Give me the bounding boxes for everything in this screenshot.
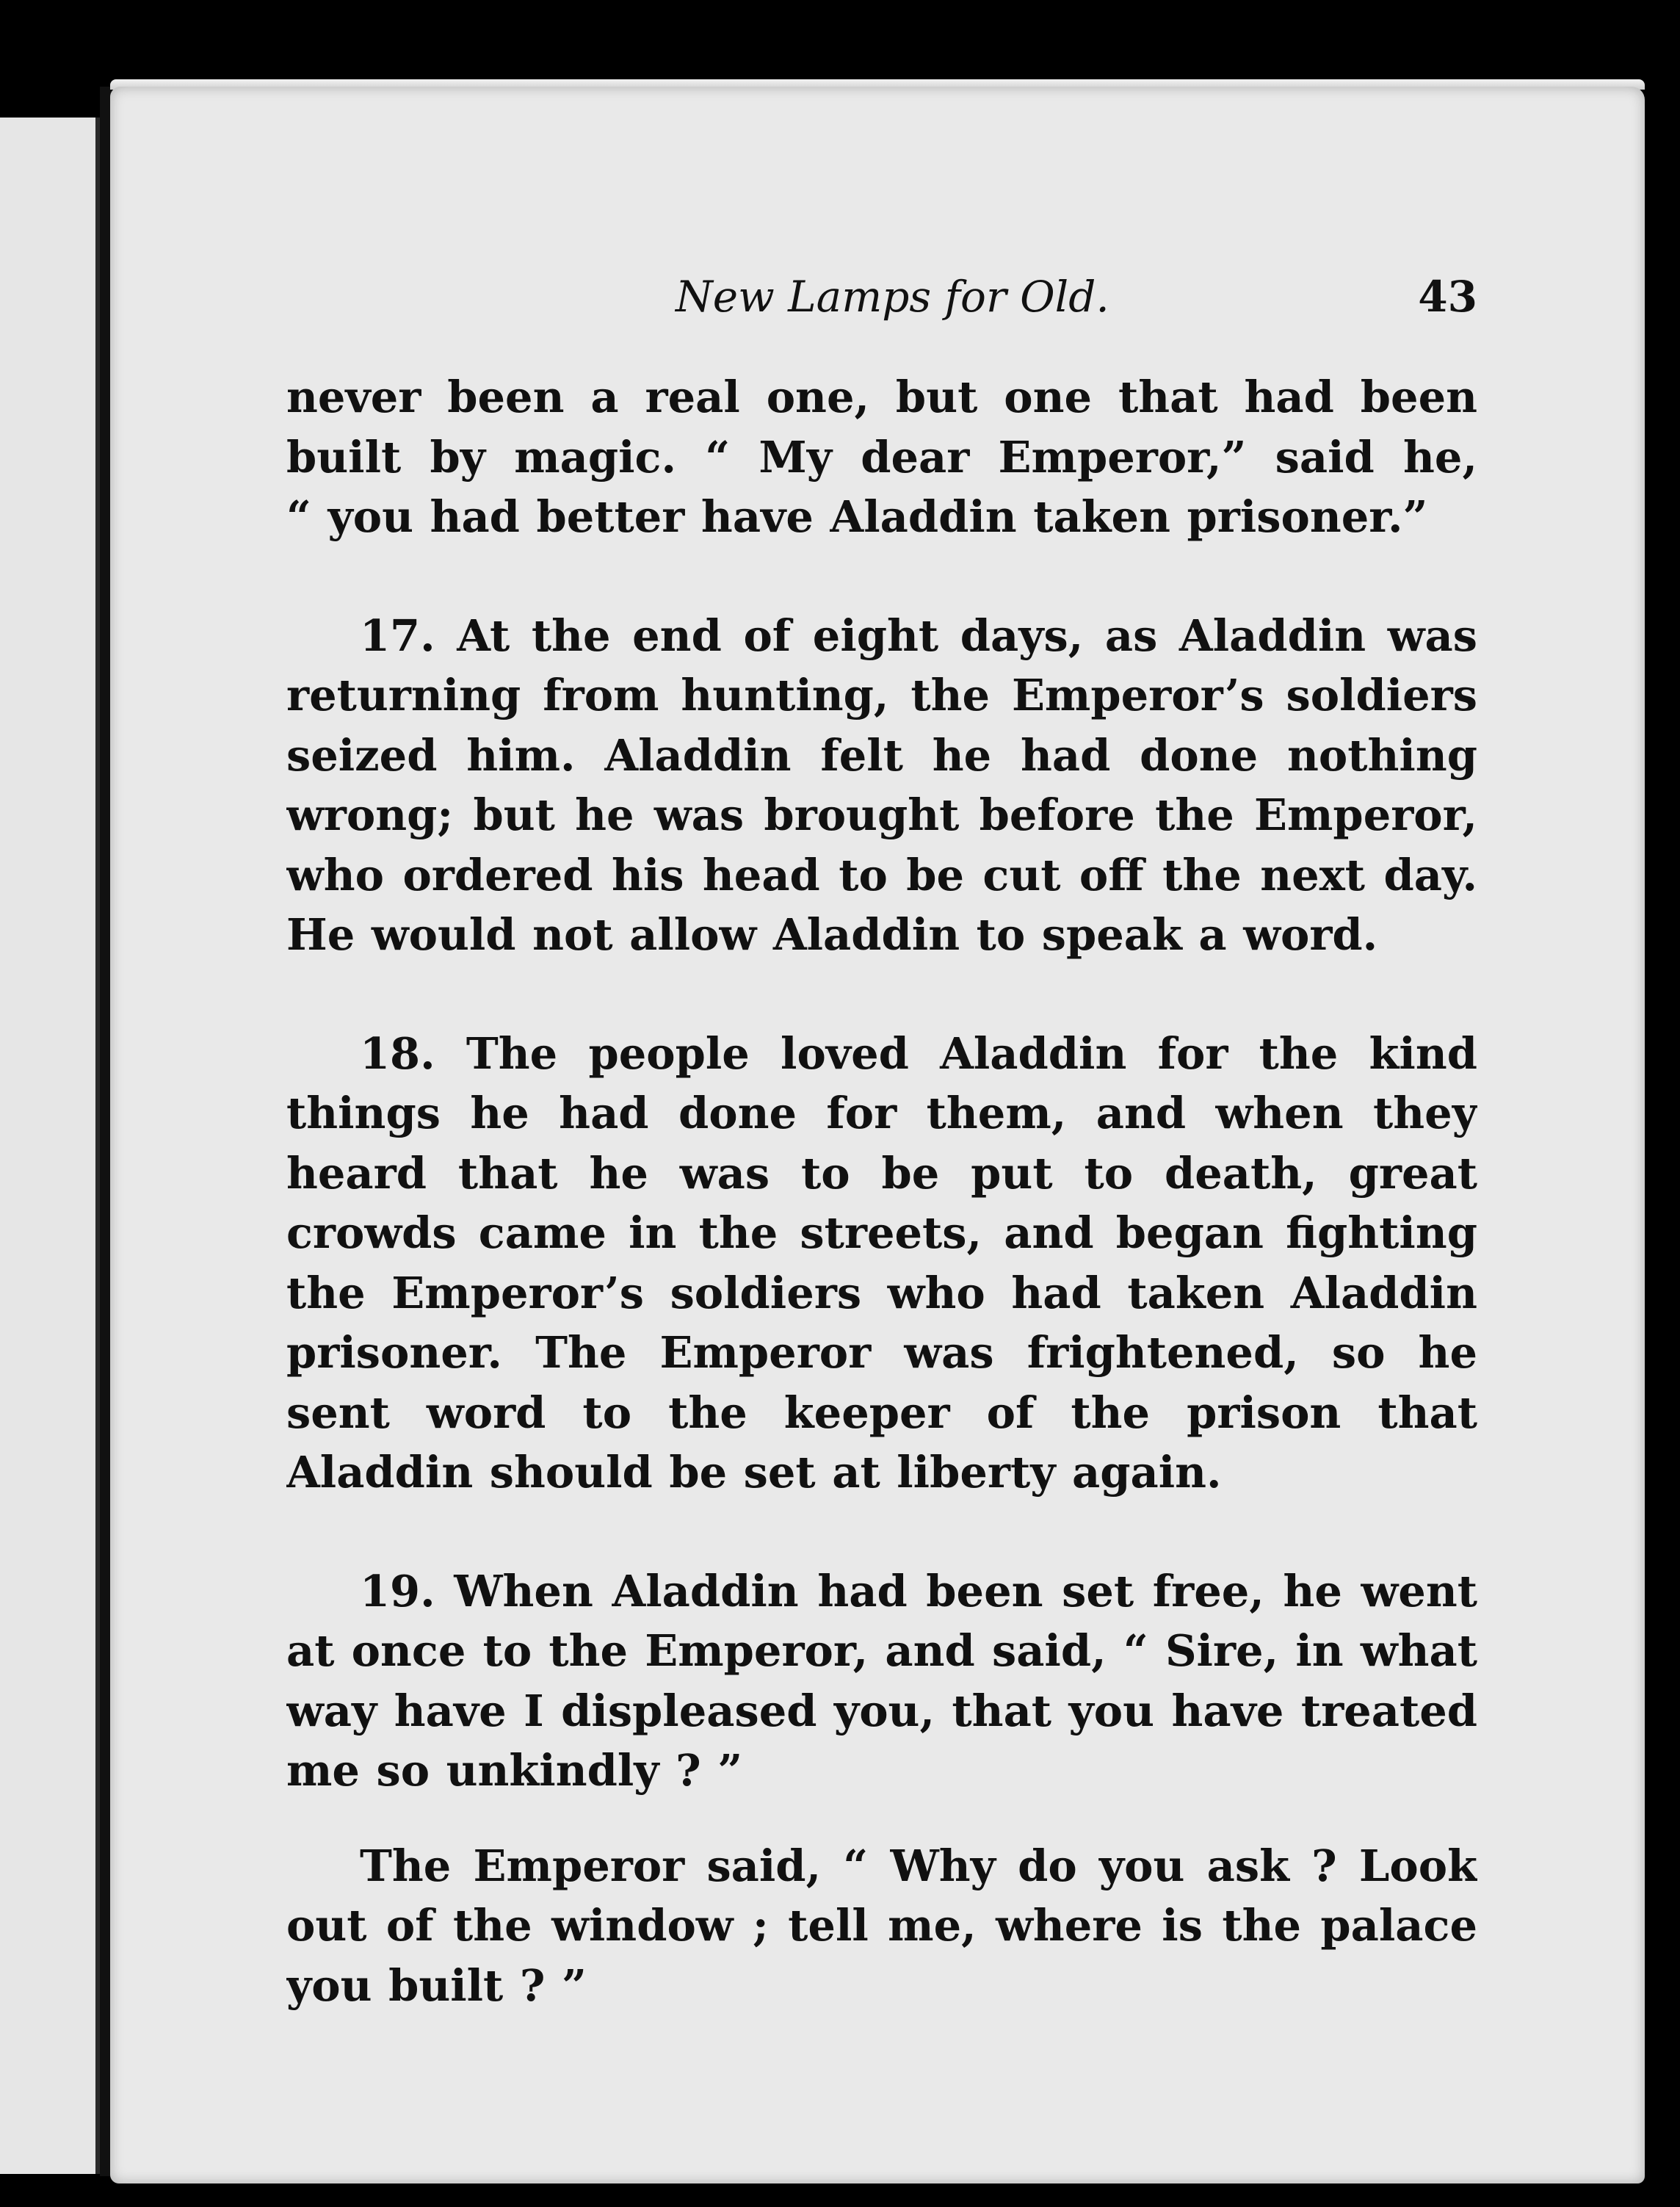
- text-line: at once to the Emperor, and said, “ Sire, in what: [286, 1625, 1477, 1676]
- text-line: He would not allow Aladdin to speak a word.: [286, 909, 1378, 960]
- text-line: 17. At the end of eight days, as Aladdin was: [360, 610, 1477, 661]
- text-line: the Emperor’s soldiers who had taken Aladdin: [286, 1267, 1477, 1318]
- text-line: seized him. Aladdin felt he had done nothing: [286, 729, 1477, 781]
- text-line: 18. The people loved Aladdin for the kind: [360, 1027, 1477, 1079]
- paragraph: [286, 1561, 1477, 1801]
- text-line: crowds came in the streets, and began fighting: [286, 1207, 1477, 1258]
- body-text: [286, 367, 1477, 2015]
- paragraph: [286, 606, 1477, 965]
- left-page-edge: [0, 118, 100, 2174]
- text-line: The Emperor said, “ Why do you ask ? Look: [360, 1840, 1477, 1891]
- text-line: “ you had better have Aladdin taken prisoner.”: [286, 491, 1428, 542]
- text-line: never been a real one, but one that had been: [286, 372, 1477, 422]
- page-number: 43: [1418, 272, 1477, 322]
- text-line: who ordered his head to be cut off the next day.: [286, 849, 1477, 900]
- text-line: wrong; but he was brought before the Emperor,: [286, 790, 1477, 840]
- text-line: out of the window ; tell me, where is the palace: [286, 1900, 1477, 1951]
- running-head: [286, 272, 1477, 323]
- paragraph: [286, 367, 1477, 547]
- text-line: sent word to the keeper of the prison that: [286, 1387, 1477, 1438]
- text-line: things he had done for them, and when they: [286, 1088, 1477, 1138]
- text-line: you built ? ”: [286, 1959, 587, 2011]
- text-line: returning from hunting, the Emperor’s soldiers: [286, 670, 1477, 720]
- running-title: New Lamps for Old.: [676, 272, 1109, 322]
- text-line: heard that he was to be put to death, great: [286, 1147, 1477, 1199]
- paragraph: [286, 1024, 1477, 1503]
- text-line: built by magic. “ My dear Emperor,” said he,: [286, 431, 1477, 483]
- text-line: 19. When Aladdin had been set free, he went: [360, 1565, 1477, 1617]
- text-line: prisoner. The Emperor was frightened, so he: [286, 1327, 1477, 1378]
- text-line: way have I displeased you, that you have treated: [286, 1685, 1477, 1736]
- text-line: Aladdin should be set at liberty again.: [286, 1447, 1222, 1498]
- paragraph: [286, 1836, 1477, 2016]
- text-line: me so unkindly ? ”: [286, 1745, 743, 1796]
